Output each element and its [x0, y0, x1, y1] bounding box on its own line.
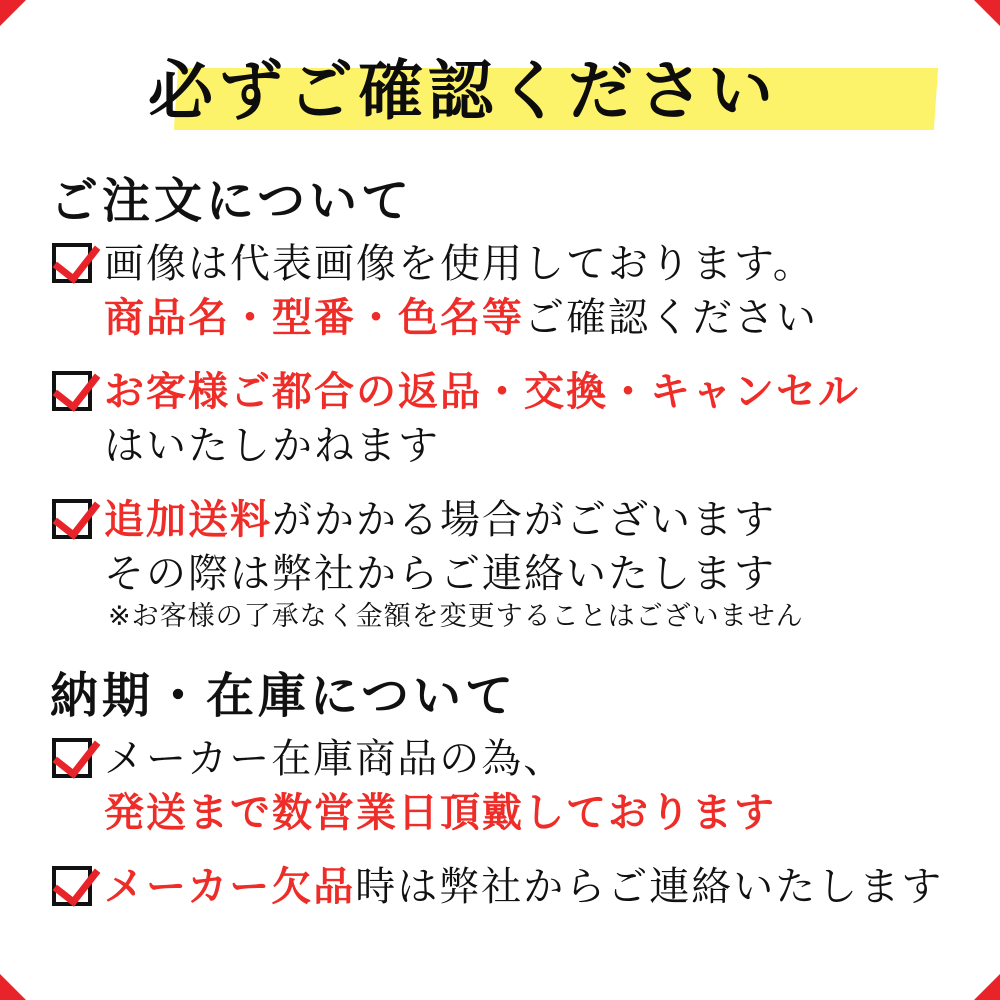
list-item	[52, 237, 960, 345]
list-item-text	[104, 860, 960, 914]
emphasis-text: 追加送料	[104, 497, 272, 543]
section-orders	[40, 162, 960, 637]
list-item-line: はいたしかねます	[104, 423, 440, 469]
emphasis-text: 商品名・型番・色名等	[104, 295, 524, 341]
checkmark-icon	[52, 866, 92, 906]
checkmark-icon	[52, 499, 92, 539]
list-item-line	[104, 291, 960, 345]
list-item-line	[104, 860, 960, 914]
list-item-line: その際は弊社からご連絡いたします	[104, 551, 776, 597]
list-item	[52, 365, 960, 473]
list-item-line: メーカー在庫商品の為、	[104, 736, 566, 782]
list-item-line: 発送まで数営業日頂戴しております	[104, 790, 776, 836]
section-heading: 納期・在庫について	[50, 668, 518, 724]
plain-text: がかかる場合がございます	[272, 497, 776, 543]
section-delivery-stock	[40, 657, 960, 914]
section-heading: ご注文について	[50, 173, 414, 229]
list-item-text	[104, 237, 960, 345]
emphasis-text: メーカー欠品	[104, 864, 356, 910]
list-item	[52, 860, 960, 914]
list-item-text	[104, 365, 960, 473]
list-item-text	[104, 493, 960, 637]
list-item-text	[104, 732, 960, 840]
checkmark-icon	[52, 738, 92, 778]
list-item	[52, 732, 960, 840]
checkmark-icon	[52, 243, 92, 283]
list-item-note: ※お客様の了承なく金額を変更することはございません	[108, 601, 804, 632]
plain-text: ご確認ください	[524, 295, 818, 341]
plain-text: 時は弊社からご連絡いたします	[355, 864, 944, 910]
list-item-line: お客様ご都合の返品・交換・キャンセル	[104, 369, 860, 415]
list-item-line: 画像は代表画像を使用しております。	[104, 241, 815, 287]
page-title	[148, 40, 960, 152]
page-title-text: 必ずご確認ください	[148, 54, 779, 129]
checkmark-icon	[52, 371, 92, 411]
list-item	[52, 493, 960, 637]
list-item-line	[104, 493, 960, 547]
